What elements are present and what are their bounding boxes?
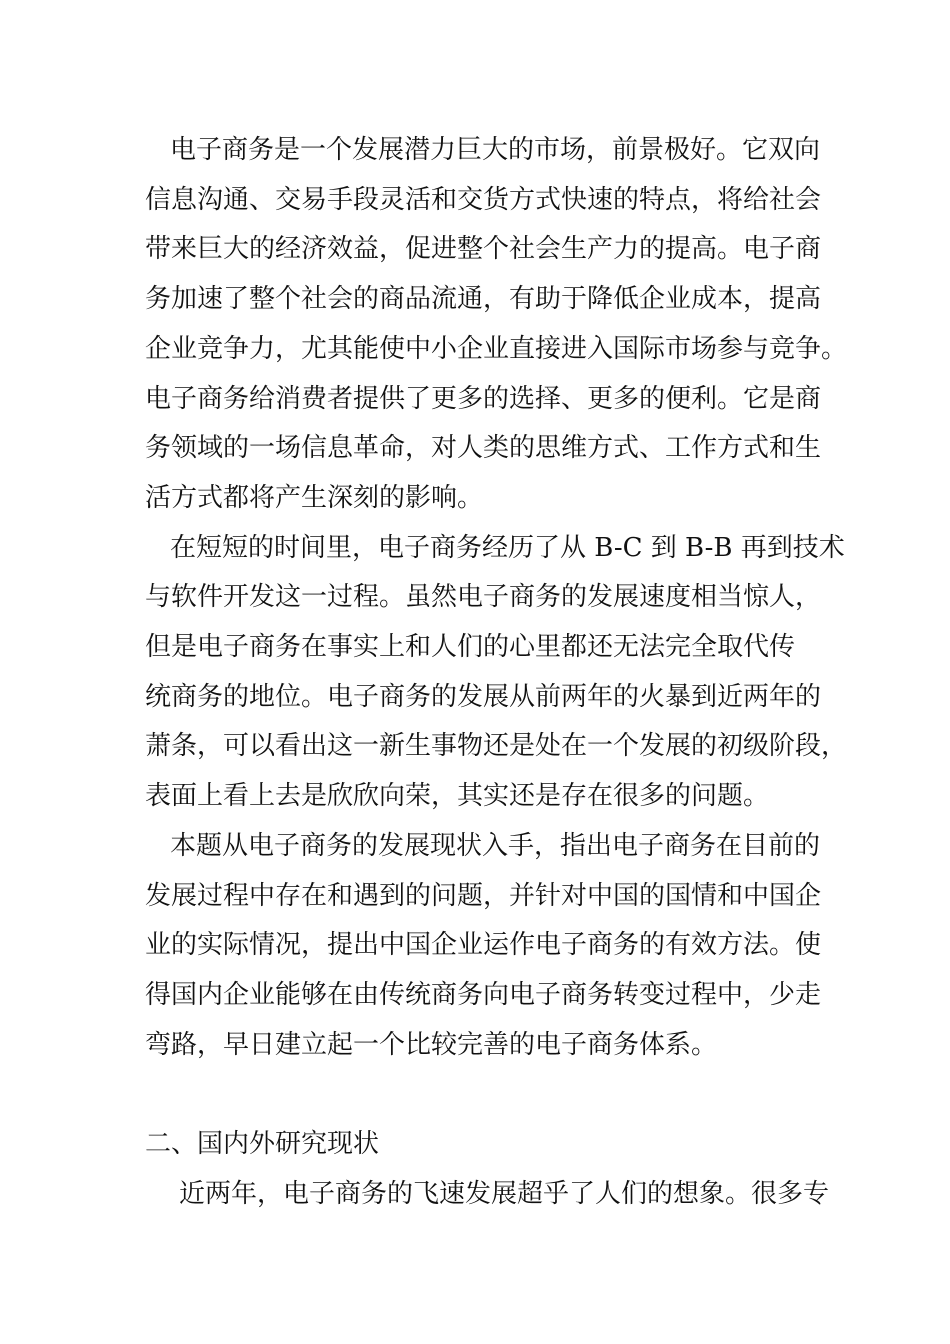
- paragraph-1-line-7: 务领域的一场信息革命，对人类的思维方式、工作方式和生: [145, 433, 822, 463]
- paragraph-3-line-2: 发展过程中存在和遇到的问题，并针对中国的国情和中国企: [145, 881, 822, 911]
- paragraph-3-line-1: 本题从电子商务的发展现状入手，指出电子商务在目前的: [170, 831, 821, 861]
- paragraph-1-line-4: 务加速了整个社会的商品流通，有助于降低企业成本，提高: [145, 284, 822, 314]
- paragraph-2-line-1: 在短短的时间里，电子商务经历了从 B-C 到 B-B 再到技术: [170, 533, 845, 563]
- paragraph-1-line-2: 信息沟通、交易手段灵活和交货方式快速的特点，将给社会: [145, 185, 822, 215]
- paragraph-2-line-5: 萧条，可以看出这一新生事物还是处在一个发展的初级阶段，: [145, 731, 848, 761]
- paragraph-3-line-5: 弯路，早日建立起一个比较完善的电子商务体系。: [145, 1030, 718, 1060]
- paragraph-1-line-5: 企业竞争力，尤其能使中小企业直接进入国际市场参与竞争。: [145, 334, 848, 364]
- paragraph-1-line-6: 电子商务给消费者提供了更多的选择、更多的便利。它是商: [145, 384, 822, 414]
- paragraph-1-line-8: 活方式都将产生深刻的影响。: [145, 483, 484, 513]
- paragraph-3-line-4: 得国内企业能够在由传统商务向电子商务转变过程中，少走: [145, 980, 822, 1010]
- paragraph-1-line-1: 电子商务是一个发展潜力巨大的市场，前景极好。它双向: [170, 135, 821, 165]
- paragraph-2-line-2: 与软件开发这一过程。虽然电子商务的发展速度相当惊人，: [145, 582, 822, 612]
- paragraph-2-line-6: 表面上看上去是欣欣向荣，其实还是存在很多的问题。: [145, 781, 770, 811]
- paragraph-1-line-3: 带来巨大的经济效益，促进整个社会生产力的提高。电子商: [145, 234, 822, 264]
- section-paragraph-line-1: 近两年，电子商务的飞速发展超乎了人们的想象。很多专: [179, 1179, 830, 1209]
- section-heading: 二、国内外研究现状: [145, 1129, 380, 1159]
- paragraph-2-line-3: 但是电子商务在事实上和人们的心里都还无法完全取代传: [145, 632, 796, 662]
- paragraph-3-line-3: 业的实际情况，提出中国企业运作电子商务的有效方法。使: [145, 930, 822, 960]
- paragraph-2-line-4: 统商务的地位。电子商务的发展从前两年的火暴到近两年的: [145, 682, 822, 712]
